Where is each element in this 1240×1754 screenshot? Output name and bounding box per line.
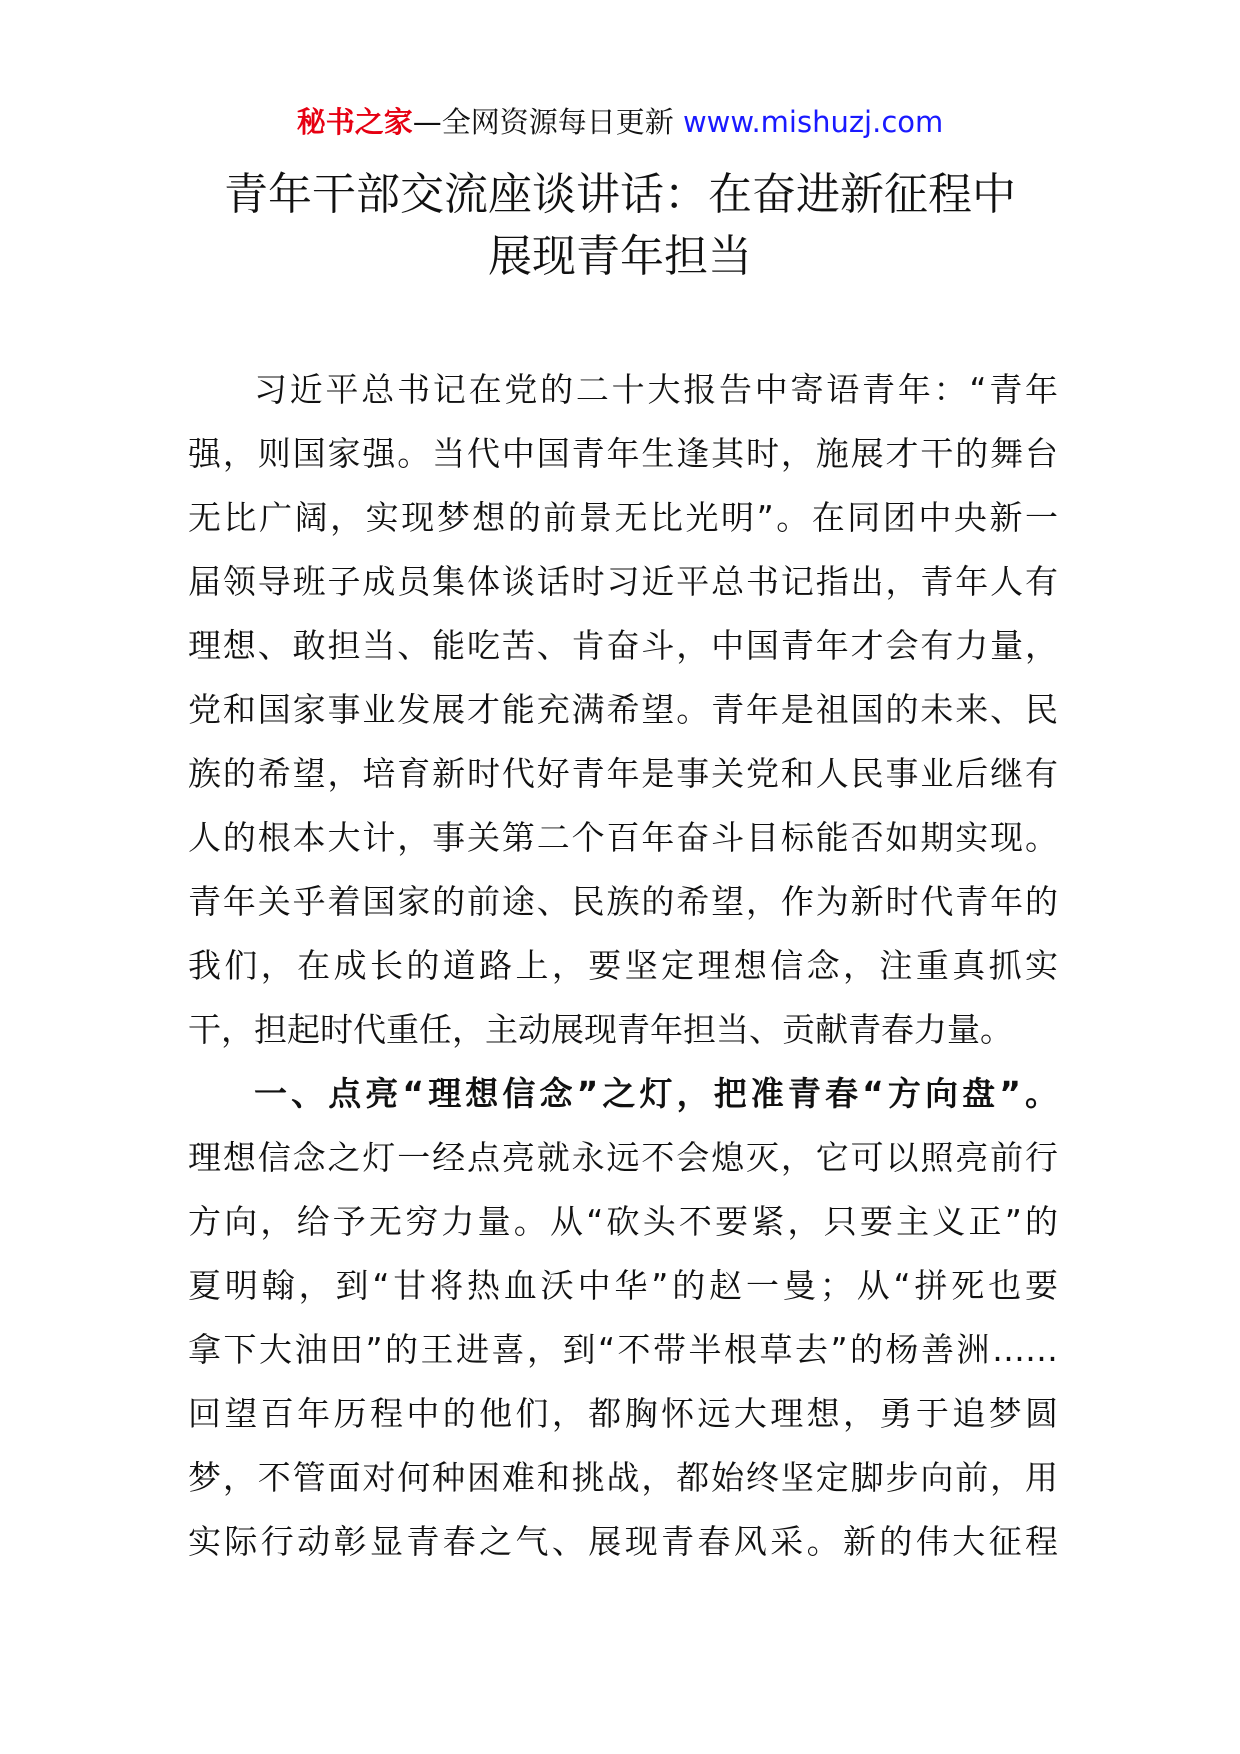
- brand-name: 秘书之家: [296, 105, 413, 139]
- paragraph-line: 强，则国家强。当代中国青年生逢其时，施展才干的舞台: [188, 434, 1058, 473]
- paragraph-line: 党和国家事业发展才能充满希望。青年是祖国的未来、民: [188, 690, 1058, 729]
- document-title: [150, 164, 1090, 288]
- paragraph-line: 届领导班子成员集体谈话时习近平总书记指出，青年人有: [188, 562, 1058, 601]
- paragraph-line: 族的希望，培育新时代好青年是事关党和人民事业后继有: [188, 754, 1058, 793]
- section-heading: 一、点亮“理想信念”之灯，把准青春“方向盘”。: [254, 1074, 1058, 1113]
- paragraph-line: 人的根本大计，事关第二个百年奋斗目标能否如期实现。: [188, 818, 1058, 857]
- site-header: [0, 100, 1240, 144]
- paragraph-line: 无比广阔，实现梦想的前景无比光明”。在同团中央新一: [188, 498, 1058, 537]
- paragraph-line: 方向，给予无穷力量。从“砍头不要紧，只要主义正”的: [188, 1202, 1058, 1241]
- paragraph-line: 梦，不管面对何种困难和挑战，都始终坚定脚步向前，用: [188, 1458, 1058, 1497]
- paragraph-line: 拿下大油田”的王进喜，到“不带半根草去”的杨善洲……: [188, 1330, 1058, 1369]
- paragraph-line: 青年关乎着国家的前途、民族的希望，作为新时代青年的: [188, 882, 1058, 921]
- title-line-1: 青年干部交流座谈讲话：在奋进新征程中: [224, 169, 1016, 220]
- paragraph-line: 干，担起时代重任，主动展现青年担当、贡献青春力量。: [188, 1010, 1013, 1049]
- section-one-paragraph: [188, 1062, 1058, 1574]
- header-tagline: —全网资源每日更新: [412, 105, 674, 139]
- paragraph-line: 习近平总书记在党的二十大报告中寄语青年：“青年: [254, 370, 1058, 409]
- document-body: [188, 358, 1058, 1574]
- intro-paragraph: [188, 358, 1058, 1062]
- paragraph-line: 理想信念之灯一经点亮就永远不会熄灭，它可以照亮前行: [188, 1138, 1058, 1177]
- site-url-link[interactable]: www.mishuzj.com: [682, 105, 944, 139]
- title-line-2: 展现青年担当: [488, 231, 752, 282]
- paragraph-line: 我们，在成长的道路上，要坚定理想信念，注重真抓实: [188, 946, 1058, 985]
- paragraph-line: 理想、敢担当、能吃苦、肯奋斗，中国青年才会有力量，: [188, 626, 1058, 665]
- paragraph-line: 回望百年历程中的他们，都胸怀远大理想，勇于追梦圆: [188, 1394, 1058, 1433]
- paragraph-line: 实际行动彰显青春之气、展现青春风采。新的伟大征程: [188, 1522, 1058, 1561]
- paragraph-line: 夏明翰，到“甘将热血沃中华”的赵一曼；从“拼死也要: [188, 1266, 1058, 1305]
